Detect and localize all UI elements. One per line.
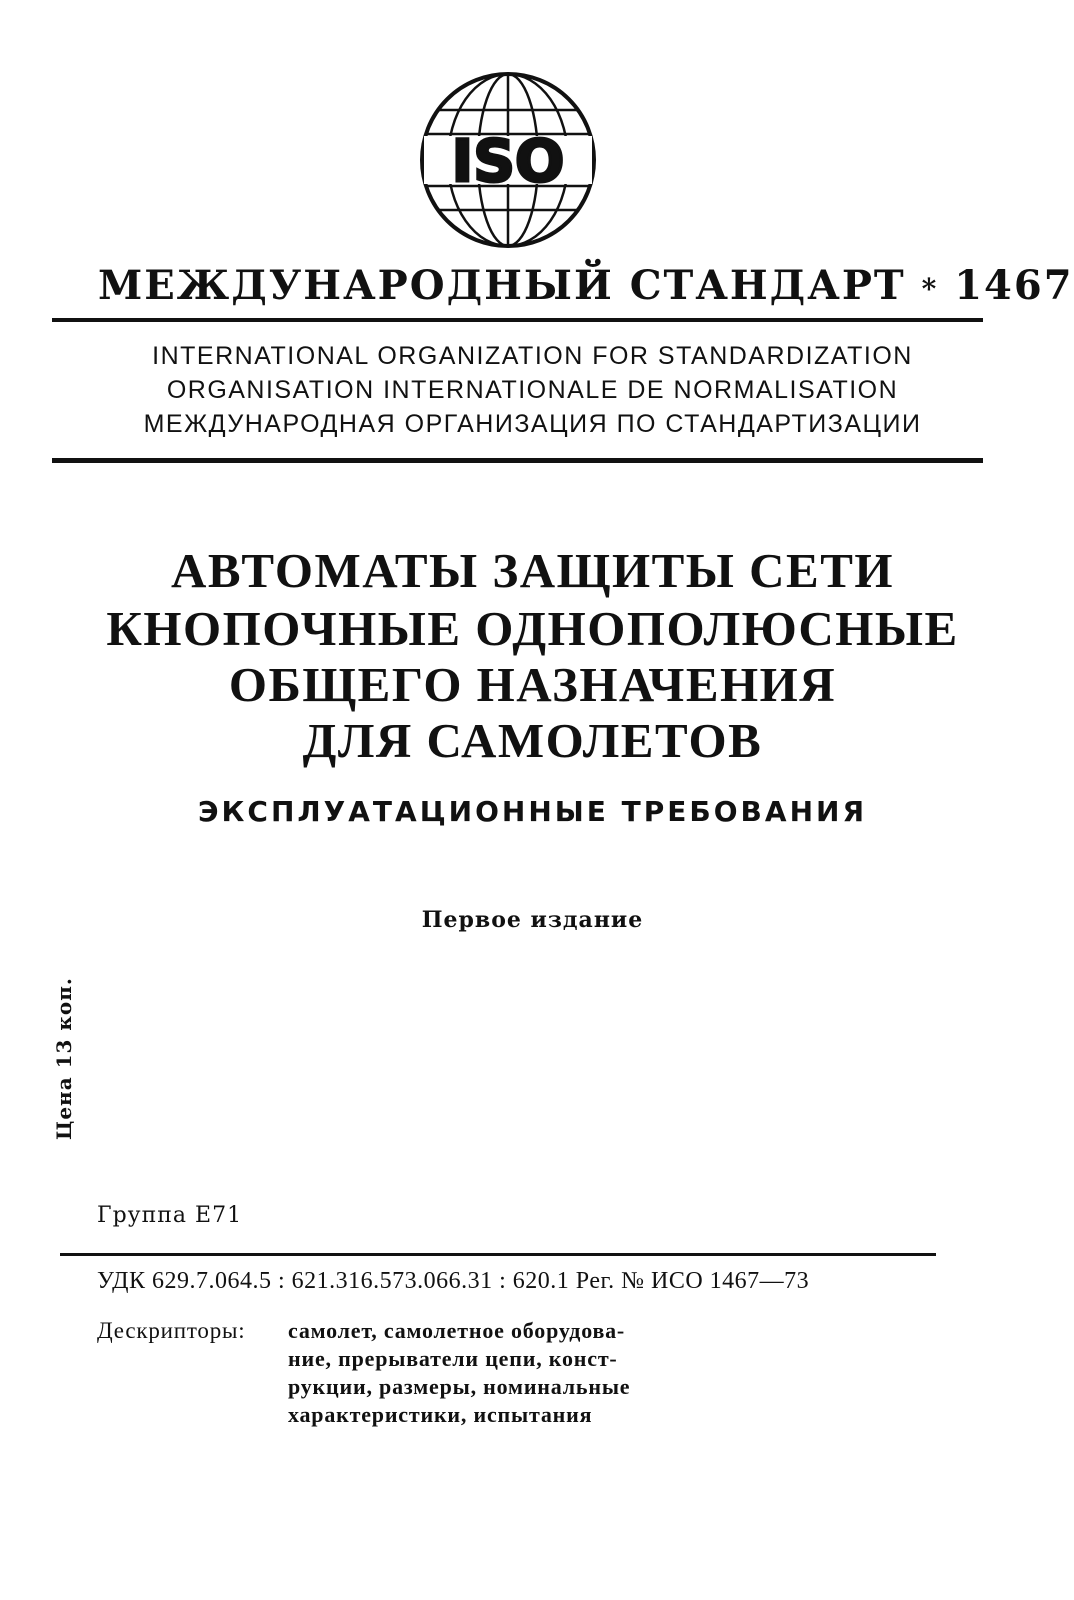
descriptors-line-4: характеристики, испытания bbox=[288, 1402, 593, 1427]
descriptors-line-3: рукции, размеры, номинальные bbox=[288, 1374, 631, 1399]
middle-rule bbox=[52, 458, 983, 463]
top-rule bbox=[52, 318, 983, 322]
udk-line: УДК 629.7.064.5 : 621.316.573.066.31 : 620.1 Рег. № ИСО 1467—73 bbox=[97, 1268, 810, 1294]
bottom-rule bbox=[60, 1253, 936, 1256]
doc-title-line-1: АВТОМАТЫ ЗАЩИТЫ СЕТИ bbox=[170, 543, 895, 598]
org-line-fr: ORGANISATION INTERNATIONALE DE NORMALISATION bbox=[166, 376, 899, 404]
doc-title-line-3: ОБЩЕГО НАЗНАЧЕНИЯ bbox=[228, 657, 837, 712]
iso-logo bbox=[418, 70, 598, 250]
standard-title-text: МЕЖДУНАРОДНЫЙ СТАНДАРТ bbox=[98, 262, 906, 309]
org-line-en: INTERNATIONAL ORGANIZATION FOR STANDARDIZATION bbox=[152, 342, 913, 370]
globe-icon bbox=[418, 70, 598, 250]
descriptors-label: Дескрипторы: bbox=[97, 1318, 246, 1343]
descriptors-line-2: ние, прерыватели цепи, конст- bbox=[288, 1346, 618, 1371]
doc-title-line-2: КНОПОЧНЫЕ ОДНОПОЛЮСНЫЕ bbox=[106, 601, 959, 656]
standard-title bbox=[98, 262, 1074, 309]
org-line-ru: МЕЖДУНАРОДНАЯ ОРГАНИЗАЦИЯ ПО СТАНДАРТИЗАЦИИ bbox=[143, 410, 922, 438]
logo-text: ISO bbox=[451, 127, 565, 195]
doc-title-line-4: ДЛЯ САМОЛЕТОВ bbox=[302, 713, 763, 768]
group-label: Группа E71 bbox=[97, 1203, 243, 1228]
standard-number: 1467 bbox=[954, 262, 1074, 309]
price-label: Цена 13 коп. bbox=[52, 977, 76, 1140]
standard-mark: * bbox=[921, 272, 939, 306]
descriptors-line-1: самолет, самолетное оборудова- bbox=[288, 1318, 626, 1343]
edition: Первое издание bbox=[421, 907, 644, 933]
doc-subtitle: ЭКСПЛУАТАЦИОННЫЕ ТРЕБОВАНИЯ bbox=[198, 795, 867, 828]
